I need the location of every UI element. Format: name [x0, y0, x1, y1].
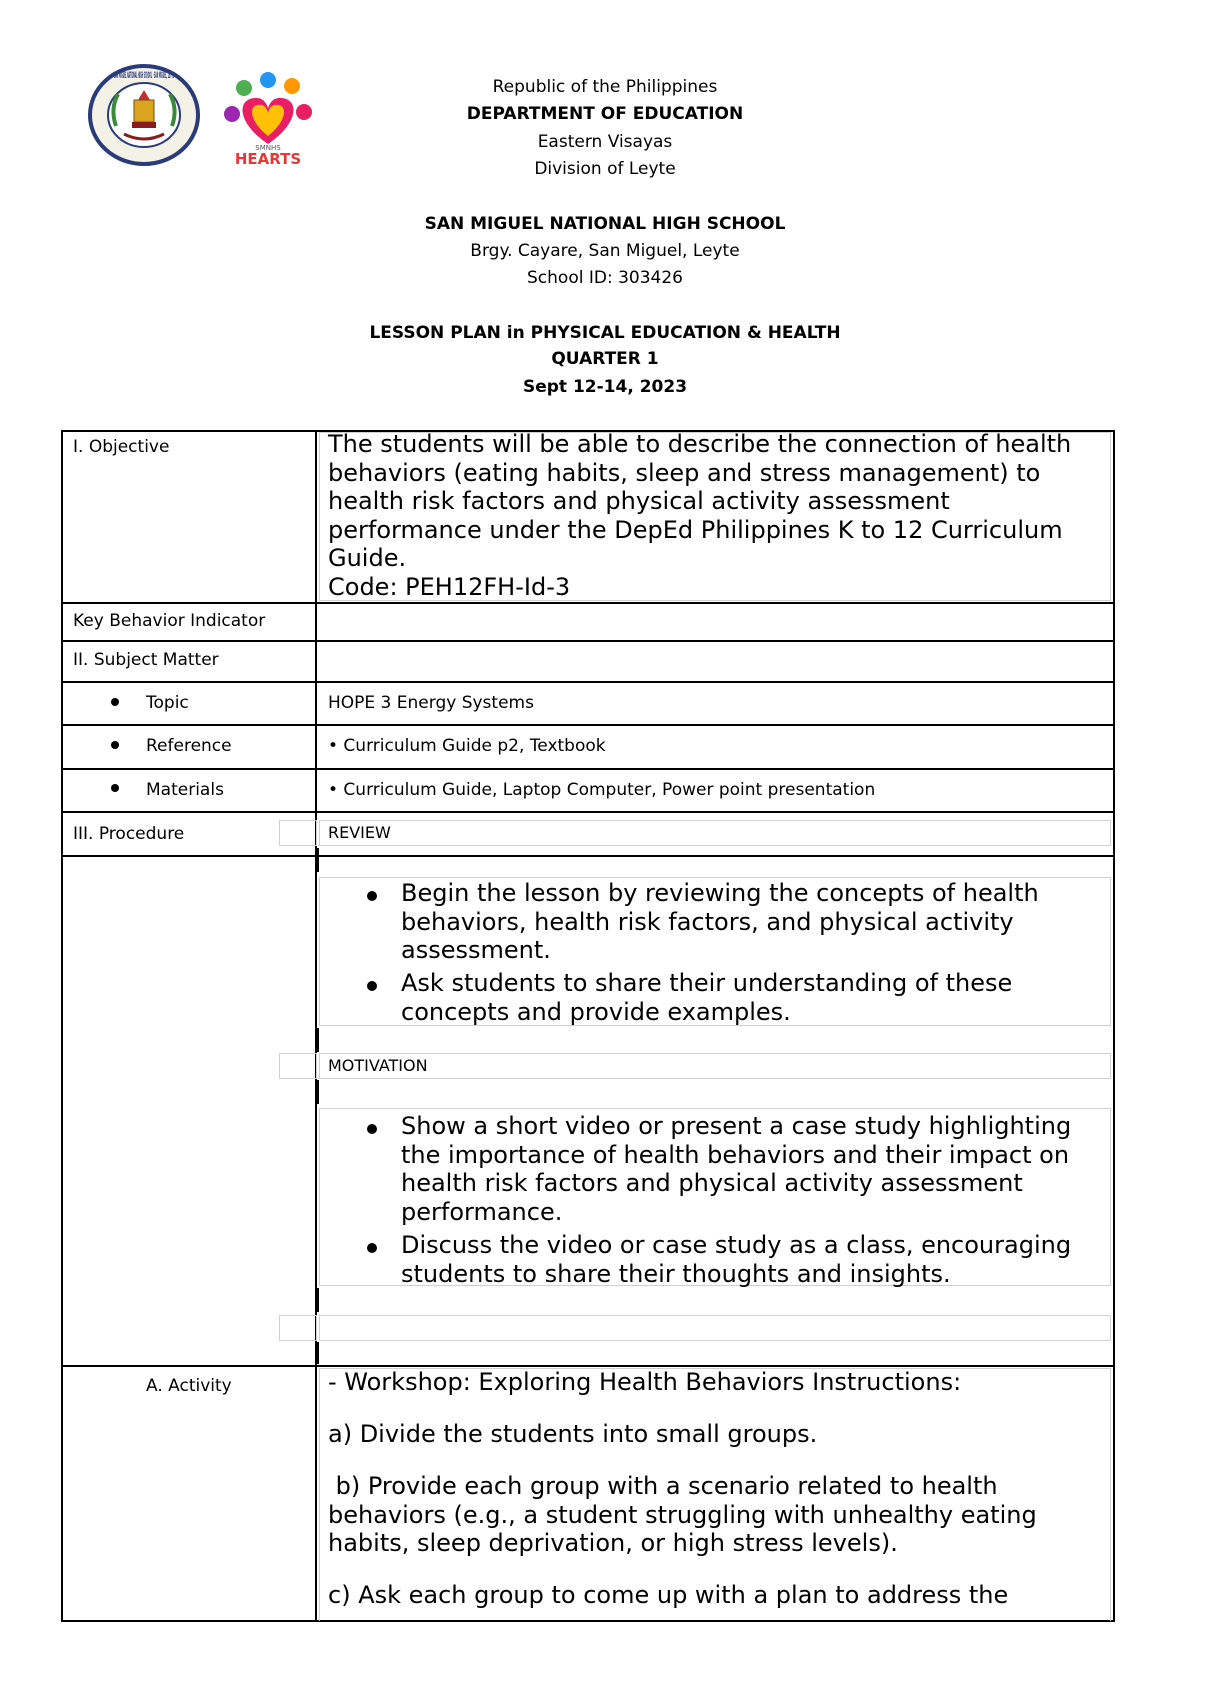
- hearts-logo-text: HEARTS: [234, 150, 302, 168]
- header-school-id: School ID: 303426: [527, 268, 683, 288]
- activity-line-5: habits, sleep deprivation, or high stress levels).: [328, 1529, 898, 1557]
- activity-label: A. Activity: [146, 1376, 232, 1396]
- activity-line-3: b) Provide each group with a scenario related to health: [328, 1472, 998, 1500]
- objective-line-2: behaviors (eating habits, sleep and stress management) to: [328, 458, 1041, 487]
- activity-line-4: behaviors (e.g., a student struggling with unhealthy eating: [328, 1500, 1037, 1529]
- header-plan-title: LESSON PLAN in PHYSICAL EDUCATION & HEALTH: [369, 323, 841, 343]
- header-division: Division of Leyte: [534, 159, 676, 179]
- reference-label: Reference: [146, 736, 232, 756]
- lesson-plan-table: [61, 430, 1115, 1622]
- objective-code: Code: PEH12FH-Id-3: [328, 572, 571, 601]
- review-bullet-2: Ask students to share their understanding of these concepts and provide examples.: [401, 969, 1013, 1026]
- subject-matter-label: II. Subject Matter: [73, 650, 219, 670]
- procedure-label: III. Procedure: [73, 824, 185, 844]
- materials-bullet: [111, 784, 119, 792]
- materials-value: • Curriculum Guide, Laptop Computer, Power point presentation: [328, 780, 876, 800]
- review-bullet-1-dot: [367, 891, 377, 901]
- objective-line-3: health risk factors and physical activity assessment: [328, 487, 950, 515]
- review-bullet-2-dot: [367, 981, 377, 991]
- activity-line-1: - Workshop: Exploring Health Behaviors Instructions:: [328, 1368, 962, 1396]
- topic-value: HOPE 3 Energy Systems: [328, 693, 534, 713]
- review-bullet-1: Begin the lesson by reviewing the concepts of health behaviors, health risk factors, and physical activity assessment.: [401, 879, 1039, 964]
- header-address: Brgy. Cayare, San Miguel, Leyte: [470, 241, 740, 261]
- objective-line-5: Guide.: [328, 544, 407, 572]
- motivation-bullet-2-dot: [367, 1243, 377, 1253]
- header-department: DEPARTMENT OF EDUCATION: [466, 104, 744, 124]
- hearts-logo-subtext: SMNHS: [255, 144, 281, 152]
- reference-value: • Curriculum Guide p2, Textbook: [328, 736, 606, 756]
- header-school-name: SAN MIGUEL NATIONAL HIGH SCHOOL: [424, 214, 786, 234]
- motivation-bullet-1: Show a short video or present a case study highlighting the importance of health behaviors and their impact on health risk factors and physical activity assessment performance.: [401, 1112, 1072, 1226]
- motivation-bullet-2: Discuss the video or case study as a class, encouraging students to share their thoughts and insights.: [401, 1231, 1072, 1288]
- school-seal-text: SAN MIGUEL NATIONAL HIGH SCHOOL · SAN MIGUEL, LEYTE: [114, 71, 174, 81]
- header-country: Republic of the Philippines: [492, 77, 718, 97]
- header-region: Eastern Visayas: [537, 132, 673, 152]
- motivation-heading: MOTIVATION: [328, 1056, 428, 1075]
- materials-label: Materials: [146, 780, 224, 800]
- objective-line-1: The students will be able to describe the connection of health: [328, 430, 1072, 458]
- motivation-bullet-1-dot: [367, 1124, 377, 1134]
- activity-line-6: c) Ask each group to come up with a plan to address the: [328, 1581, 1009, 1609]
- objective-line-4: performance under the DepEd Philippines K to 12 Curriculum: [328, 515, 1063, 544]
- topic-bullet: [111, 698, 119, 706]
- header-quarter: QUARTER 1: [551, 349, 659, 369]
- header-date: Sept 12-14, 2023: [522, 377, 688, 397]
- kbi-label: Key Behavior Indicator: [73, 611, 266, 631]
- reference-bullet: [111, 741, 119, 749]
- activity-line-2: a) Divide the students into small groups.: [328, 1420, 818, 1448]
- topic-label: Topic: [146, 693, 189, 713]
- objective-label: I. Objective: [73, 437, 170, 457]
- review-heading: REVIEW: [328, 823, 391, 842]
